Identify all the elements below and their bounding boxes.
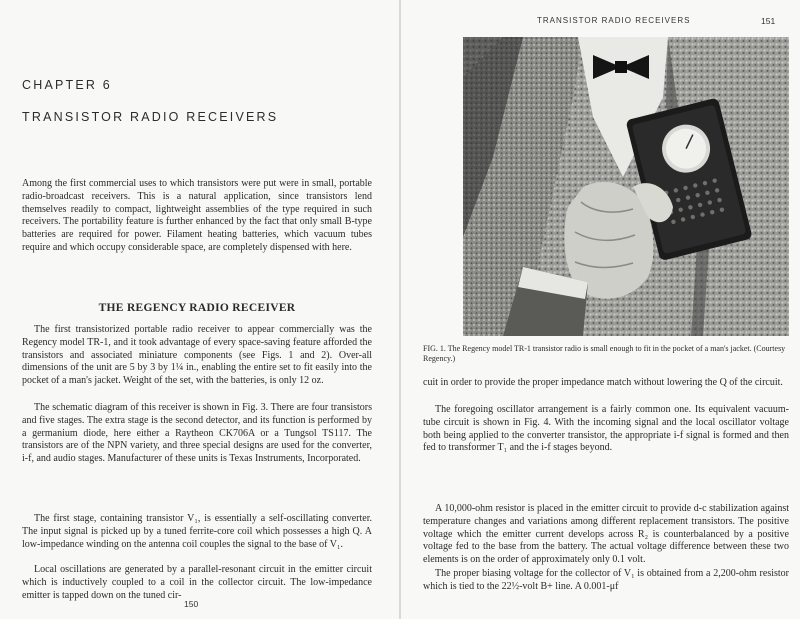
body-paragraph: Local oscillations are generated by a parallel-resonant circuit in the emitter circuit which is inductively coupled to a coil in the collector circuit. The low-impedance emitter is tapped down on the tuned cir- [22, 564, 372, 601]
figure-caption: FIG. 1. The Regency model TR-1 transistor radio is small enough to fit in the pocket of a man's jacket. (Courtesy Regency.) [423, 344, 786, 363]
body-paragraph: The first transistorized portable radio receiver to appear commercially was the Regency model TR-1, and it took advantage of every space-saving feature afforded the transistors and associated miniature components (see Figs. 1 and 2). Over-all dimensions of the unit are 5 by 3 by 1¼ in., enabling the entire set to fit easily into the pocket of a man's jacket. Weight of the set, with the batteries, is only 12 oz. [22, 324, 372, 387]
chapter-title: TRANSISTOR RADIO RECEIVERS [22, 110, 279, 124]
right-page [401, 0, 800, 619]
body-paragraph: The schematic diagram of this receiver is shown in Fig. 3. There are four transistors and five stages. The extra stage is the second detector, and its function is performed by a germanium diode, here either a Raytheon CK706A or a Tungsol TS117. The transistors are of the NPN variety, and three special designs are used for the converter, i-f, and audio stages. Manufacturer of these units is Texas Instruments, Incorporated. [22, 402, 372, 465]
chapter-number: CHAPTER 6 [22, 78, 112, 92]
section-heading: THE REGENCY RADIO RECEIVER [98, 302, 296, 314]
body-paragraph: The proper biasing voltage for the collector of V₁ is obtained from a 2,200-ohm resistor which is tied to the 22½-volt B+ line. A 0.001-μf [423, 568, 789, 592]
left-page [0, 0, 399, 619]
body-paragraph: A 10,000-ohm resistor is placed in the emitter circuit to provide d-c stabilization against temperature changes and variations among different replacement transistors. The positive voltage which the emitter current develops across R₂ is counterbalanced by a positive voltage fed to the base from the battery. The actual voltage difference between these two elements is on the order of approximately only 0.1 volt. [423, 503, 789, 566]
page-number: 150 [184, 599, 199, 609]
figure-photo [463, 37, 789, 336]
running-head: TRANSISTOR RADIO RECEIVERS [537, 16, 691, 25]
intro-paragraph: Among the first commercial uses to which transistors were put were in small, portable radio-broadcast receivers. This is a natural application, since transistors lend themselves readily to compact, lightweight assemblies of the type required in such receivers. The portability feature is further enhanced by the fact that only small B-type batteries are required for power. Filament heating batteries, which vacuum tubes require and which occupy considerable space, are completely dispensed with here. [22, 178, 372, 253]
body-paragraph: The first stage, containing transistor V₁, is essentially a self-oscillating converter. The input signal is picked up by a tuned ferrite-core coil which possesses a high Q. A low-impedance winding on the antenna coil couples the signal to the base of V₁. [22, 513, 372, 550]
body-paragraph: cuit in order to provide the proper impedance match without lowering the Q of the circuit. [423, 377, 783, 388]
body-paragraph: The foregoing oscillator arrangement is a fairly common one. Its equivalent vacuum-tube circuit is shown in Fig. 4. With the incoming signal and the local oscillator voltage both being applied to the converter transistor, the appropriate i-f signal is formed and then fed to transformer T₁ and the i-f stages beyond. [423, 404, 789, 454]
page-number: 151 [761, 16, 776, 26]
photo-man-with-pocket-radio [463, 37, 789, 336]
